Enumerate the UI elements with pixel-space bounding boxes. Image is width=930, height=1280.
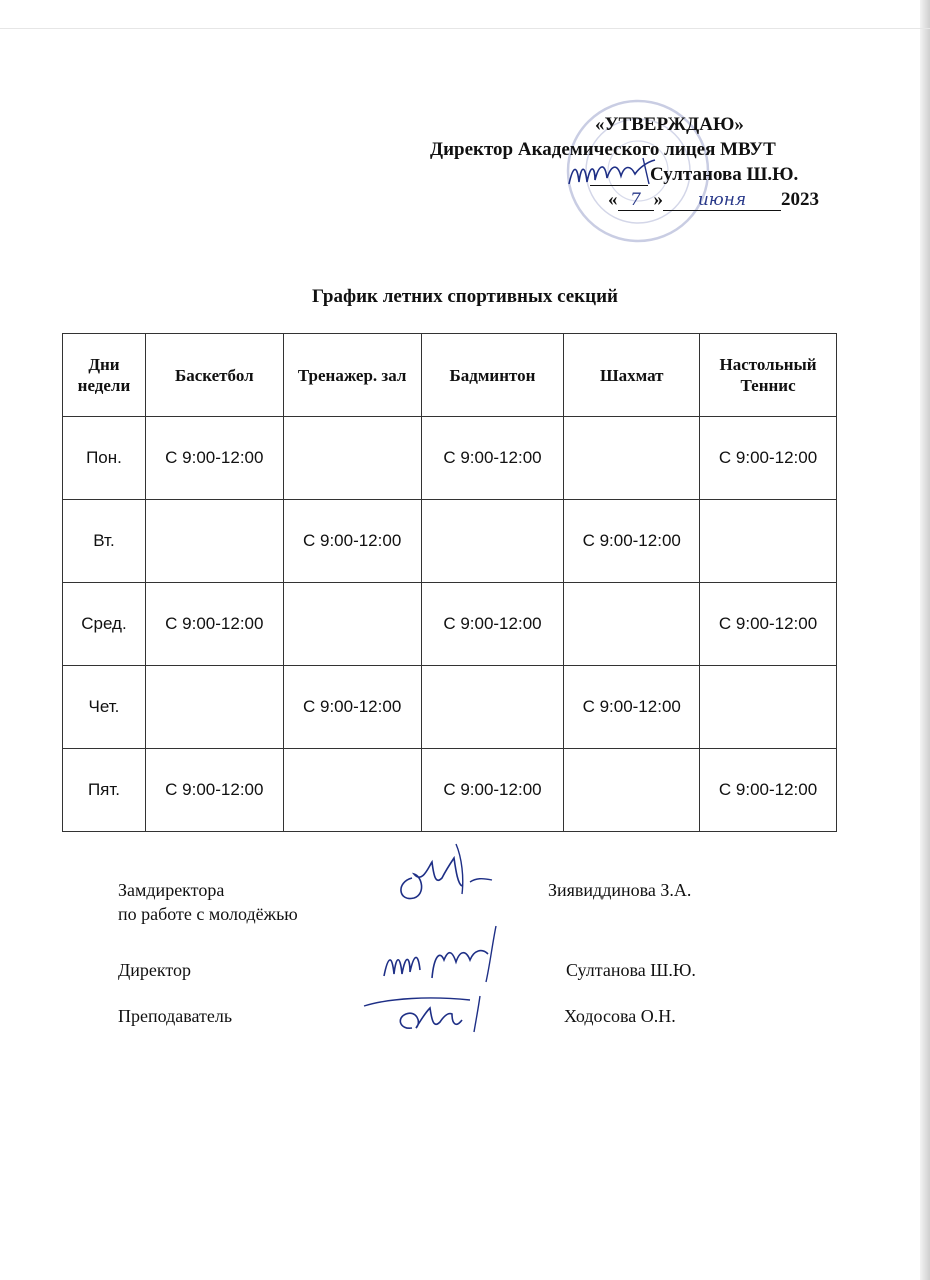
schedule-table bbox=[62, 333, 837, 832]
approval-director-line: Директор Академического лицея МВУТ bbox=[430, 139, 776, 160]
table-cell: С 9:00-12:00 bbox=[564, 666, 700, 749]
approval-title: «УТВЕРЖДАЮ» bbox=[595, 114, 744, 135]
table-cell bbox=[564, 749, 700, 832]
table-cell bbox=[145, 666, 283, 749]
table-cell: С 9:00-12:00 bbox=[700, 583, 837, 666]
date-month: июня bbox=[663, 190, 781, 211]
table-cell: С 9:00-12:00 bbox=[283, 666, 421, 749]
table-cell: С 9:00-12:00 bbox=[700, 417, 837, 500]
scan-top-line bbox=[0, 28, 930, 29]
teacher-signature-icon bbox=[360, 988, 510, 1036]
table-cell: С 9:00-12:00 bbox=[421, 749, 564, 832]
day-cell: Вт. bbox=[63, 500, 146, 583]
table-row bbox=[63, 417, 837, 500]
table-cell: С 9:00-12:00 bbox=[421, 417, 564, 500]
date-day: 7 bbox=[618, 190, 654, 211]
director-signature-bottom-icon bbox=[378, 920, 513, 988]
header-cell: Настольный Теннис bbox=[700, 334, 837, 417]
table-cell: С 9:00-12:00 bbox=[700, 749, 837, 832]
table-cell: С 9:00-12:00 bbox=[145, 417, 283, 500]
header-cell: Дни недели bbox=[63, 334, 146, 417]
teacher-name: Ходосова О.Н. bbox=[564, 1006, 676, 1026]
table-cell bbox=[564, 417, 700, 500]
approval-name: Султанова Ш.Ю. bbox=[650, 164, 799, 185]
date-year: 2023 bbox=[781, 189, 819, 210]
table-cell bbox=[700, 500, 837, 583]
table-cell: С 9:00-12:00 bbox=[421, 583, 564, 666]
table-cell bbox=[421, 666, 564, 749]
table-cell: С 9:00-12:00 bbox=[145, 749, 283, 832]
table-cell bbox=[283, 583, 421, 666]
table-row bbox=[63, 500, 837, 583]
table-header-row bbox=[63, 334, 837, 417]
table-cell bbox=[145, 500, 283, 583]
director-role: Директор bbox=[118, 960, 192, 980]
header-cell: Шахмат bbox=[564, 334, 700, 417]
deputy-signature-icon bbox=[392, 838, 502, 910]
day-cell: Чет. bbox=[63, 666, 146, 749]
table-row bbox=[63, 583, 837, 666]
day-cell: Пон. bbox=[63, 417, 146, 500]
table-cell bbox=[421, 500, 564, 583]
table-cell: С 9:00-12:00 bbox=[564, 500, 700, 583]
table-row bbox=[63, 666, 837, 749]
table-row bbox=[63, 749, 837, 832]
deputy-role-detail: по работе с молодёжью bbox=[118, 904, 298, 924]
scan-edge bbox=[920, 0, 930, 1280]
director-name: Султанова Ш.Ю. bbox=[566, 960, 696, 980]
approval-block bbox=[400, 112, 860, 222]
deputy-name: Зиявиддинова З.А. bbox=[548, 880, 692, 900]
table-cell bbox=[564, 583, 700, 666]
day-cell: Сред. bbox=[63, 583, 146, 666]
table-cell bbox=[700, 666, 837, 749]
header-cell: Тренажер. зал bbox=[283, 334, 421, 417]
director-signature-icon bbox=[565, 154, 660, 192]
teacher-role: Преподаватель bbox=[118, 1006, 233, 1026]
approval-date: « 7 » июня 2023 bbox=[608, 189, 819, 210]
document-title: График летних спортивных секций bbox=[312, 286, 618, 307]
table-cell bbox=[283, 749, 421, 832]
table-cell: С 9:00-12:00 bbox=[283, 500, 421, 583]
header-cell: Баскетбол bbox=[145, 334, 283, 417]
deputy-role: Замдиректора bbox=[118, 880, 225, 900]
header-cell: Бадминтон bbox=[421, 334, 564, 417]
day-cell: Пят. bbox=[63, 749, 146, 832]
table-cell bbox=[283, 417, 421, 500]
table-cell: С 9:00-12:00 bbox=[145, 583, 283, 666]
